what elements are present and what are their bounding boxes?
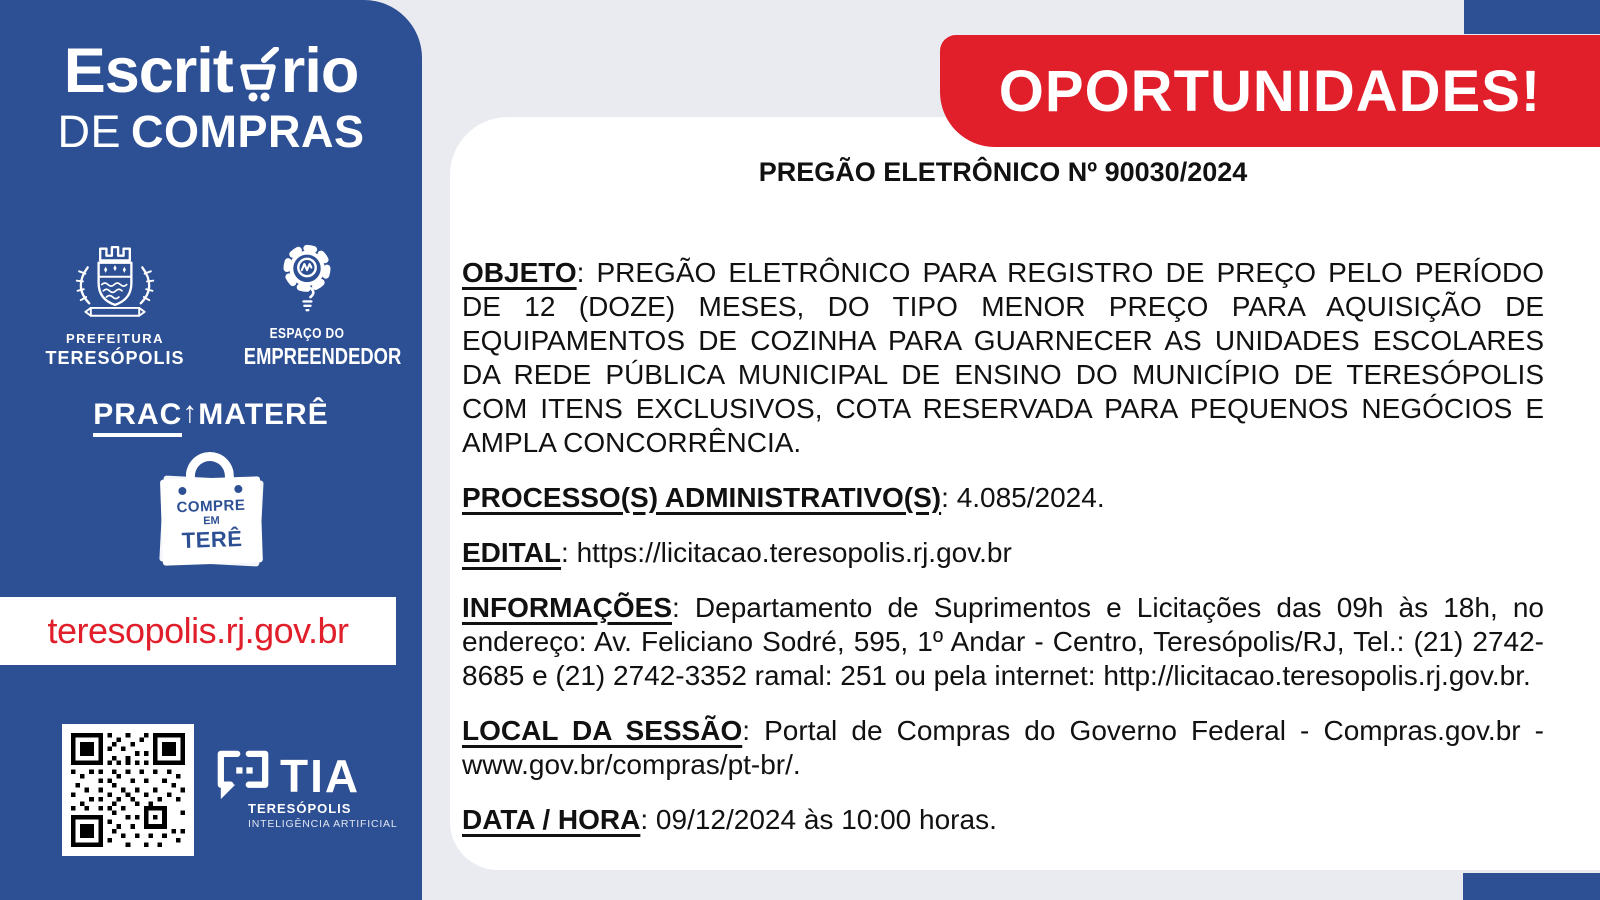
section-text: https://licitacao.teresopolis.rj.gov.br [576, 537, 1012, 568]
section-label: EDITAL [462, 537, 562, 568]
sidebar [0, 0, 422, 900]
praca-part1: PRAC [93, 398, 182, 437]
section-separator: : [941, 482, 957, 513]
section-paragraph [462, 803, 1544, 837]
bag-line3: TERÊ [181, 525, 243, 553]
bag-line1: COMPRE [176, 496, 246, 516]
bottom-right-corner-tab [1463, 873, 1600, 900]
espaco-do-label: ESPAÇO DO [269, 325, 345, 342]
section-label: LOCAL DA SESSÃO [462, 715, 743, 746]
brand-line1 [0, 36, 422, 106]
section-separator: : [561, 537, 577, 568]
bag-line2: EM [202, 514, 220, 527]
qr-code [62, 724, 194, 856]
website-strip [0, 597, 396, 665]
empreendedor-label: EMPREENDEDOR [243, 343, 402, 369]
section-paragraph [462, 481, 1544, 515]
section-text: Portal de Compras do Governo Federal - Compras.gov.br - www.gov.br/compras/pt-br/. [462, 715, 1545, 780]
prefeitura-teresopolis-logo [36, 244, 194, 370]
espaco-text [243, 325, 402, 370]
tia-logo [212, 749, 398, 830]
main-content [462, 117, 1544, 858]
teresopolis-label: TERESÓPOLIS [45, 348, 185, 368]
up-arrow-icon: ↑ [182, 396, 199, 429]
section-label: OBJETO [462, 257, 577, 288]
escritorio-de-compras-logo [0, 36, 422, 157]
city-crest-icon [50, 244, 180, 322]
section-text: Departamento de Suprimentos e Licitações das 09h às 18h, no endereço: Av. Feliciano Sodré, 595, 1º Andar - Centro, Teresópolis/RJ, Tel.: (21) 2742-8685 e (21) 2742-3352 ramal: 251 ou pela internet: http://licitacao.teresopolis.rj.gov.br. [462, 592, 1545, 691]
section-paragraph [462, 591, 1544, 693]
prefeitura-label: PREFEITURA [65, 331, 165, 346]
brand-text-post: rio [280, 36, 359, 106]
section-label: PROCESSO(S) ADMINISTRATIVO(S) [462, 482, 942, 513]
bag-dot-right [234, 485, 242, 493]
section-separator: : [672, 592, 695, 623]
section-separator: : [742, 715, 765, 746]
shopping-cart-icon [235, 47, 279, 105]
brand-text-pre: Escrit [63, 36, 233, 106]
top-right-corner-tab [1464, 0, 1600, 34]
section-label: DATA / HORA [462, 804, 641, 835]
sections [462, 256, 1544, 837]
page-title: PREGÃO ELETRÔNICO Nº 90030/2024 [758, 157, 1248, 187]
section-label: INFORMAÇÕES [462, 592, 672, 623]
section-text: 4.085/2024. [956, 482, 1105, 513]
section-separator: : [640, 804, 656, 835]
brand-line2 [0, 106, 422, 157]
bag-dot-left [178, 487, 186, 495]
brand-compras: COMPRAS [131, 106, 365, 157]
tia-logo-row [212, 749, 398, 803]
compre-em-tere-logo [159, 450, 263, 565]
section-text: PREGÃO ELETRÔNICO PARA REGISTRO DE PREÇO PELO PERÍODO DE 12 (DOZE) MESES, DO TIPO MENOR PREÇO PARA AQUISIÇÃO DE EQUIPAMENTOS DE COZINHA PARA GUARNECER AS UNIDADES ESCOLARES DA REDE PÚBLICA MUNICIPAL DE ENSINO DO MUNICÍPIO DE TERESÓPOLIS COM ITENS EXCLUSIVOS, COTA RESERVADA PARA PEQUENOS NEGÓCIOS E AMPLA CONCORRÊNCIA. [462, 257, 1544, 458]
tia-sub-line2: INTELIGÊNCIA ARTIFICIAL [248, 817, 398, 830]
praca-part2: MATERÊ [198, 398, 329, 431]
section-paragraph [462, 714, 1544, 782]
brand-de: DE [57, 106, 121, 157]
section-paragraph [462, 536, 1544, 570]
praca-matere-logo [0, 398, 422, 432]
tia-subtitle [248, 801, 398, 830]
tia-name: TIA [280, 750, 361, 803]
opportunities-label: OPORTUNIDADES! [998, 58, 1542, 124]
website-url: teresopolis.rj.gov.br [47, 610, 349, 651]
chat-brackets-icon [212, 749, 274, 803]
shopping-bag-icon [160, 476, 263, 565]
gear-lightbulb-icon [270, 244, 344, 318]
tia-sub-line1: TERESÓPOLIS [248, 801, 352, 817]
section-text: 09/12/2024 às 10:00 horas. [655, 804, 997, 835]
sidebar-footer [62, 724, 398, 856]
section-paragraph [462, 256, 1544, 460]
section-separator: : [576, 257, 597, 288]
espaco-do-empreendedor-logo [228, 244, 402, 370]
logos-row [0, 244, 422, 370]
